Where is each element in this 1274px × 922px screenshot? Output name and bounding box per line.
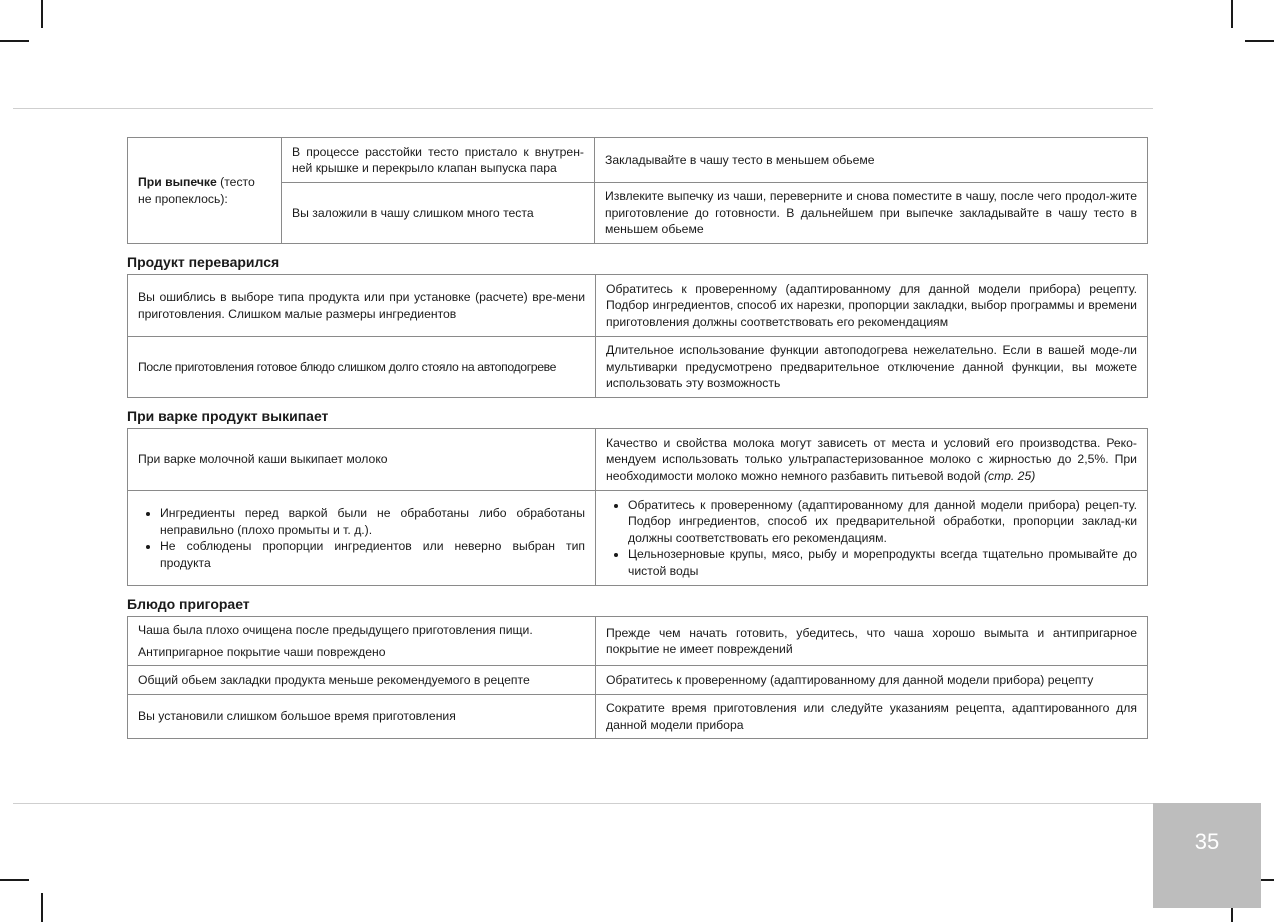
table-row bbox=[128, 491, 1148, 586]
context-cell bbox=[128, 138, 282, 244]
boilover-table bbox=[127, 428, 1148, 586]
solution-cell: Сократите время приготовления или следуйте указаниям рецепта, адаптированного для данной модели прибора bbox=[596, 695, 1148, 739]
cause-line: Чаша была плохо очищена после предыдущего приготовления пищи. bbox=[138, 623, 533, 637]
solution-cell: Длительное использование функции автоподогрева нежелательно. Если в вашей моде-ли мультиварки предусмотрено предварительное отключение данной функции, вы можете использовать эту возможность bbox=[596, 337, 1148, 398]
cause-cell: Вы установили слишком большое время приготовления bbox=[128, 695, 596, 739]
section-title: Продукт переварился bbox=[127, 254, 280, 270]
list-item: • Цельнозерновые крупы, мясо, рыбу и морепродукты всегда тщательно промывайте до чистой воды bbox=[628, 546, 1137, 579]
solution-cell bbox=[596, 429, 1148, 491]
crop-mark bbox=[0, 879, 29, 881]
cause-cell: Общий обьем закладки продукта меньше рекомендуемого в рецепте bbox=[128, 666, 596, 695]
footer-rule bbox=[13, 803, 1153, 804]
cause-list bbox=[138, 505, 585, 571]
list-item: • Обратитесь к проверенному (адаптированному для данной модели прибора) рецеп-ту. Подбор ингредиентов, способ их предварительной обработки, пропорции заклад-ки должны соответствовать его рекомендациям. bbox=[628, 497, 1137, 547]
cause-cell bbox=[128, 617, 596, 666]
table-row bbox=[128, 666, 1148, 695]
page-reference: (стр. 25) bbox=[983, 468, 1036, 483]
page-content bbox=[127, 137, 1148, 739]
crop-mark bbox=[0, 40, 29, 42]
crop-mark bbox=[41, 0, 43, 28]
table-row bbox=[128, 695, 1148, 739]
table-row bbox=[128, 617, 1148, 666]
solution-cell: Обратитесь к проверенному (адаптированному для данной модели прибора) рецепту. Подбор ингредиентов, способ их нарезки, пропорции закладки, выбор программы и времени приготовления должны соответствовать его рекомендациям bbox=[596, 275, 1148, 337]
solution-text: Качество и свойства молока могут зависеть от места и условий его производства. Реко-мендуем использовать только ультрапастеризованное молоко с жирностью до 2,5%. При необходимости молоко можно немного разбавить питьевой водой bbox=[606, 435, 1137, 483]
solution-cell: Обратитесь к проверенному (адаптированному для данной модели прибора) рецепту bbox=[596, 666, 1148, 695]
cause-cell: Вы заложили в чашу слишком много теста bbox=[282, 183, 595, 244]
cause-cell: В процессе расстойки тесто пристало к внутрен-ней крышке и перекрыло клапан выпуска пара bbox=[282, 138, 595, 183]
table-row bbox=[128, 337, 1148, 398]
solution-cell bbox=[596, 491, 1148, 586]
cause-cell bbox=[128, 491, 596, 586]
crop-mark bbox=[1231, 0, 1233, 28]
cause-cell: Вы ошиблись в выборе типа продукта или при установке (расчете) вре-мени приготовления. Слишком малые размеры ингредиентов bbox=[128, 275, 596, 337]
section-title: При варке продукт выкипает bbox=[127, 408, 329, 424]
cause-line: Антипригарное покрытие чаши повреждено bbox=[138, 644, 386, 659]
context-label: При выпечке bbox=[138, 175, 217, 189]
table-row bbox=[128, 138, 1148, 183]
crop-mark bbox=[41, 893, 43, 922]
solution-list bbox=[606, 497, 1137, 580]
solution-cell: Извлеките выпечку из чаши, переверните и снова поместите в чашу, после чего продол-жите приготовление до готовности. В дальнейшем при выпечке закладывайте в чашу тесто в меньшем обьеме bbox=[595, 183, 1148, 244]
cause-cell: При варке молочной каши выкипает молоко bbox=[128, 429, 596, 491]
list-item: • Не соблюдены пропорции ингредиентов или неверно выбран тип продукта bbox=[160, 538, 585, 571]
cause-cell: После приготовления готовое блюдо слишком долго стояло на автоподогреве bbox=[128, 337, 596, 398]
header-rule bbox=[13, 108, 1153, 109]
table-row bbox=[128, 275, 1148, 337]
section-title: Блюдо пригорает bbox=[127, 596, 250, 612]
baking-table bbox=[127, 137, 1148, 244]
list-item: • Ингредиенты перед варкой были не обработаны либо обработаны неправильно (плохо промыты и т. д.). bbox=[160, 505, 585, 538]
solution-cell: Закладывайте в чашу тесто в меньшем обьеме bbox=[595, 138, 1148, 183]
page-number: 35 bbox=[1153, 803, 1261, 908]
table-row bbox=[128, 429, 1148, 491]
context-text: (тесто не пропеклось): bbox=[138, 175, 255, 206]
solution-cell: Прежде чем начать готовить, убедитесь, что чаша хорошо вымыта и антипригарное покрытие не имеет повреждений bbox=[596, 617, 1148, 666]
overcooked-table bbox=[127, 274, 1148, 398]
burning-table bbox=[127, 616, 1148, 739]
crop-mark bbox=[1245, 40, 1274, 42]
